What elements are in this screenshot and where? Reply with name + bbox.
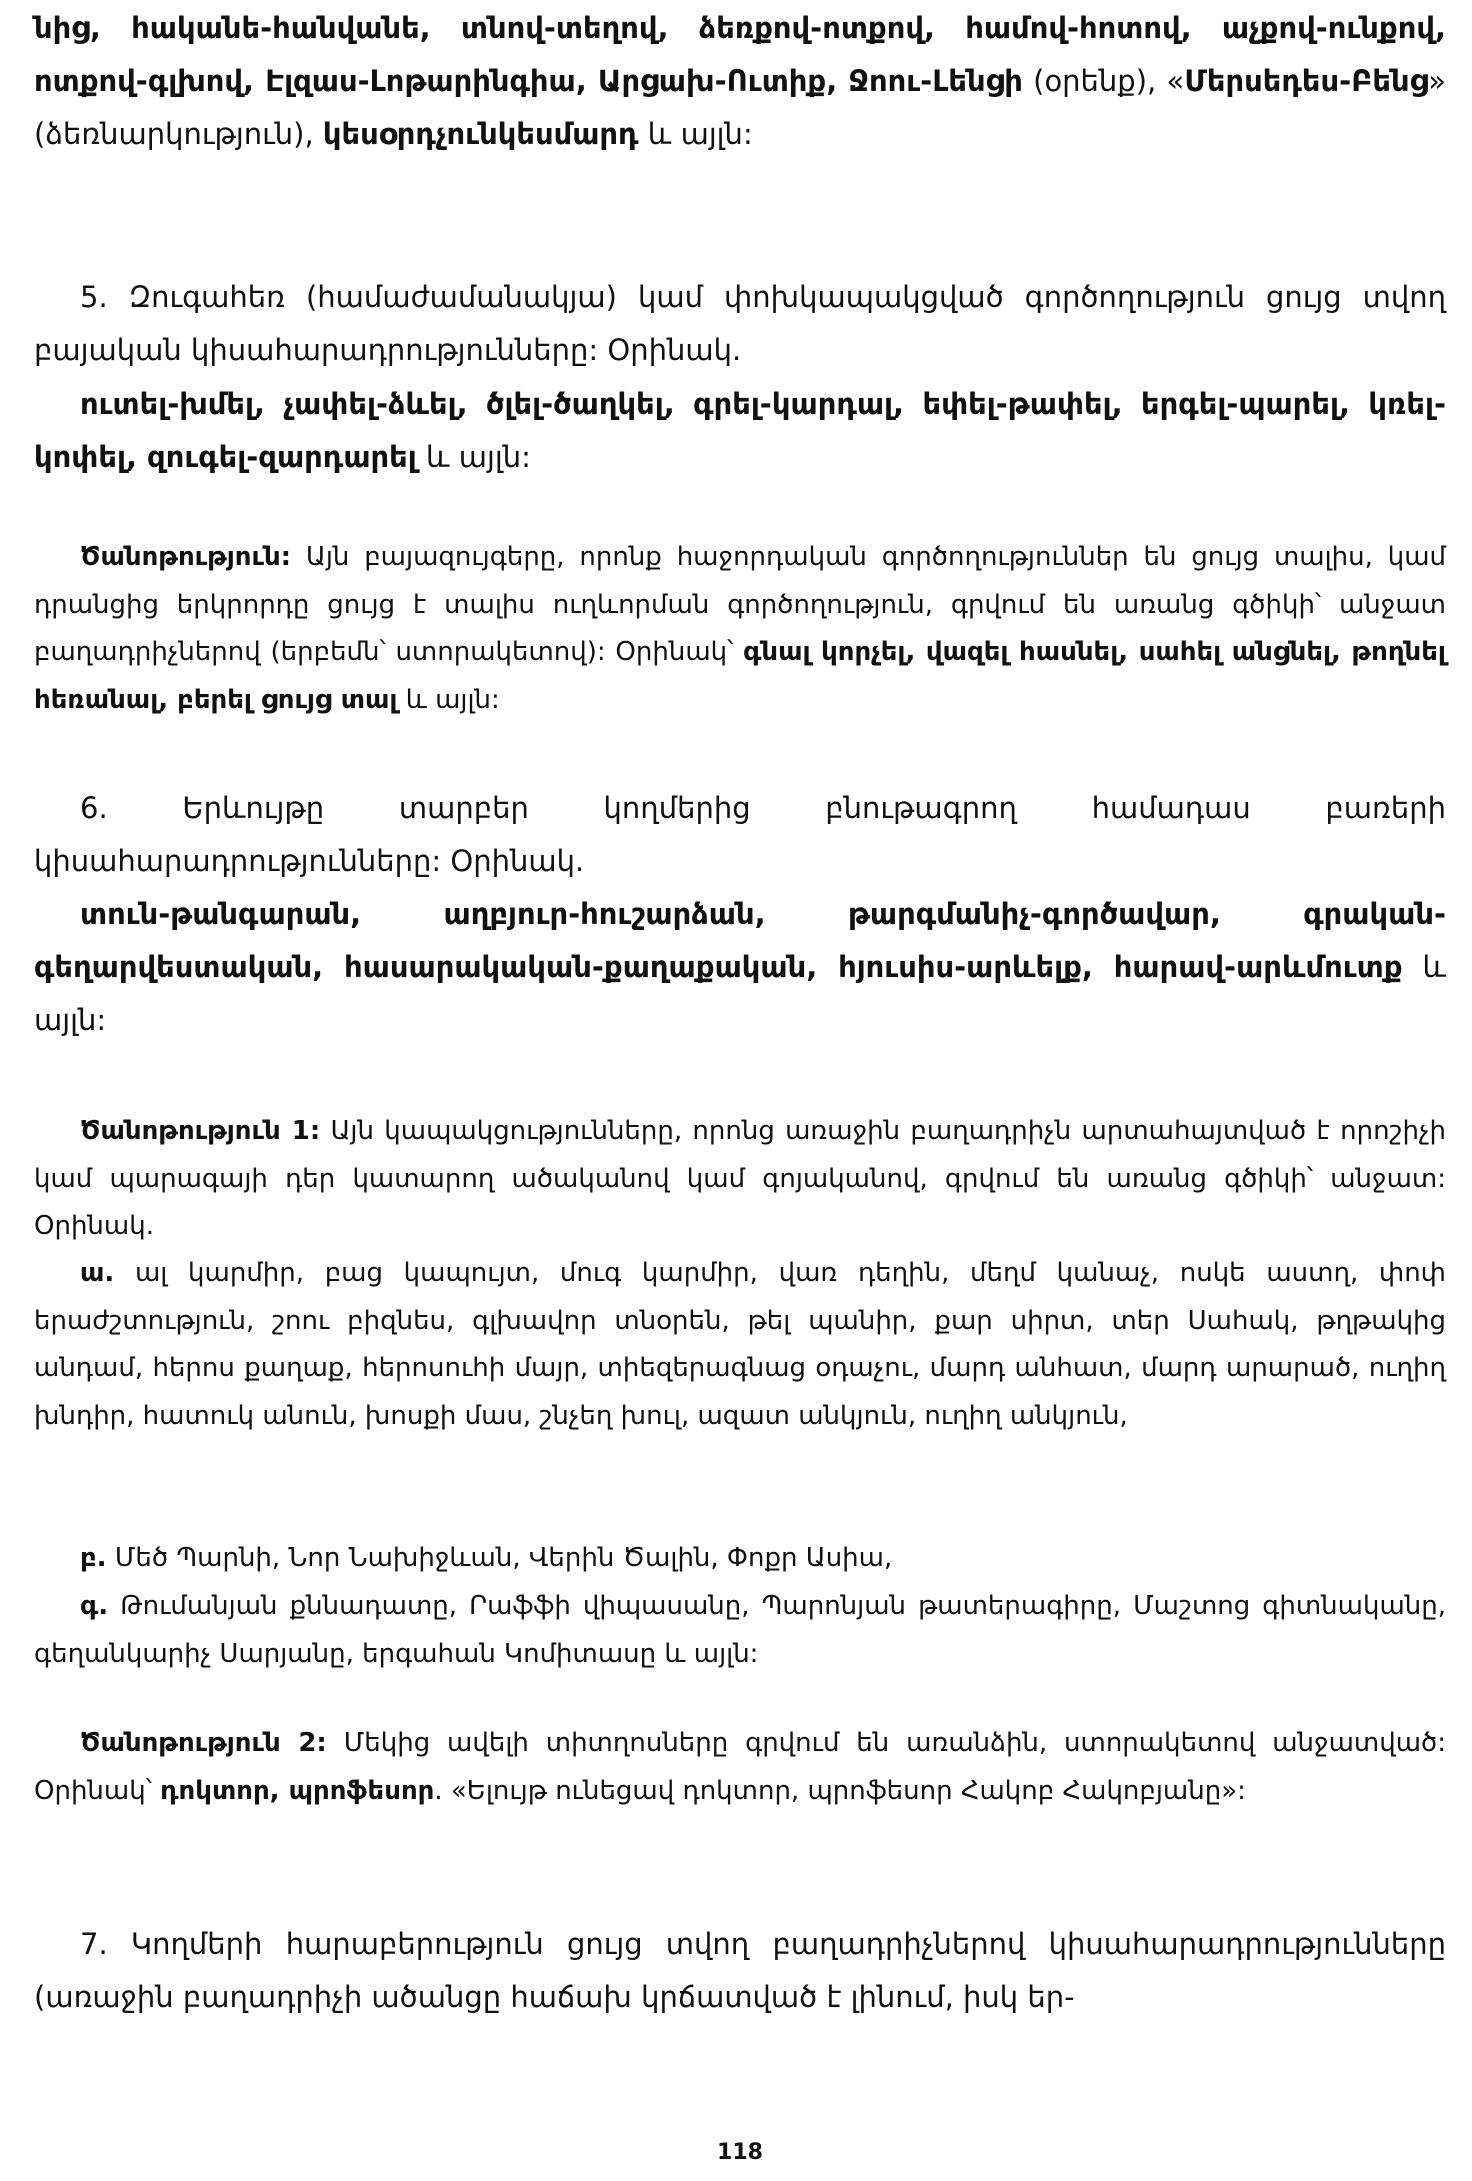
note-6-1-list-c	[34, 1583, 1446, 1678]
text-run: Այն բայազույգերը, որոնք հաջորդական գործողություններ են ցույց տալիս, կամ դրանցից երկրորդը ցույց է տալիս ուղևորման գործողություն, գրվում են առանց գծիկի՝ անջատ բաղադրիչներով (երբեմն՝ ստորակետով): Օրինակ՝	[34, 542, 1446, 667]
paragraph-text	[34, 1250, 1446, 1440]
text-run: (օրենք), «	[1022, 64, 1185, 98]
note-6-1-list-b	[34, 1535, 1446, 1583]
paragraph-text	[34, 1918, 1446, 2024]
text-run: Թումանյան քննադատը, Րաֆֆի վիպասանը, Պարոնյան թատերագիրը, Մաշտոց գիտնականը, գեղանկարիչ Սարյանը, երգահան Կոմիտասը և այլն:	[34, 1591, 1446, 1669]
text-run: 7. Կողմերի հարաբերություն ցույց տվող բաղադրիչներով կիսահարադրությունները (առաջին բաղադրիչի ածանցը հաճախ կրճատված է լինում, իսկ եր-	[34, 1927, 1446, 2014]
bold-term: ա.	[80, 1258, 115, 1288]
paragraph-text	[34, 534, 1446, 724]
paragraph-6-intro	[34, 782, 1446, 888]
document-page	[34, 0, 1446, 2181]
paragraph-5-intro	[34, 271, 1446, 377]
text-run: և այլն:	[397, 684, 500, 715]
text-run: և այլն:	[638, 117, 753, 151]
note-5	[34, 534, 1446, 724]
paragraph-6-examples	[34, 888, 1446, 1047]
note-6-2	[34, 1720, 1446, 1815]
paragraph-7	[34, 1918, 1446, 2024]
paragraph-text	[34, 271, 1446, 377]
text-run: և այլն:	[34, 950, 1446, 1037]
bold-term: Ծանոթություն 1:	[80, 1116, 321, 1146]
text-run: 5. Զուգահեռ (համաժամանակյա) կամ փոխկապակցված գործողություն ցույց տվող բայական կիսահարադրությունները: Օրինակ.	[34, 280, 1446, 367]
text-run: և այլն:	[416, 440, 531, 474]
note-6-1	[34, 1108, 1446, 1251]
paragraph-text	[34, 1108, 1446, 1251]
bold-term: կեսօրդչունկեսմարդ	[322, 117, 639, 151]
bold-term: բ.	[80, 1543, 107, 1573]
text-run: 6. Երևույթը տարբեր կողմերից բնութագրող համադաս բառերի կիսահարադրությունները: Օրինակ.	[34, 791, 1446, 878]
bold-term: գնալ կորչել, վազել հասնել, սահել անցնել, թողնել հեռանալ, բերել ցույց տալ	[34, 637, 1446, 715]
paragraph-text	[34, 378, 1446, 484]
paragraph-text	[34, 1720, 1446, 1815]
text-run: Մեծ Պարնի, Նոր Նախիջևան, Վերին Ծալին, Փոքր Ասիա,	[106, 1543, 893, 1573]
paragraph-top	[34, 2, 1446, 161]
paragraph-text	[34, 1583, 1446, 1678]
bold-term: Մերսեդես-Բենց	[1184, 64, 1429, 98]
bold-term: նից, հականե-հանվանե, տնով-տեղով, ձեռքով-ոտքով, համով-հոտով, աչքով-ունքով, ոտքով-գլխով, Էլզաս-Լոթարինգիա, Արցախ-Ուտիք, Ջոու-Լենցի	[34, 11, 1446, 98]
note-6-1-list-a	[34, 1250, 1446, 1440]
page-number: 118	[717, 2140, 763, 2165]
paragraph-5-examples	[34, 378, 1446, 484]
text-run: . «Ելույթ ունեցավ դոկտոր, պրոֆեսոր Հակոբ Հակոբյանը»:	[434, 1775, 1246, 1806]
paragraph-text	[34, 782, 1446, 888]
bold-term: Ծանոթություն:	[80, 542, 292, 572]
bold-term: տուն-թանգարան, աղբյուր-հուշարձան, թարգմանիչ-գործավար, գրական-գեղարվեստական, հասարակական-քաղաքական, հյուսիս-արևելք, հարավ-արևմուտք	[34, 897, 1446, 984]
text-run: » (ձեռնարկություն),	[34, 64, 1446, 151]
text-run: Այն կապակցությունները, որոնց առաջին բաղադրիչն արտահայտված է որոշիչի կամ պարագայի դեր կատարող ածականով կամ գոյականով, գրվում են առանց գծիկի՝ անջատ: Օրինակ.	[34, 1116, 1446, 1241]
bold-term: ուտել-խմել, չափել-ձևել, ծլել-ծաղկել, գրել-կարդալ, եփել-թափել, երգել-պարել, կռել-կոփել, զուգել-զարդարել	[34, 387, 1446, 474]
text-run: Մեկից ավելի տիտղոսները գրվում են առանձին, ստորակետով անջատված: Օրինակ՝	[34, 1728, 1446, 1806]
paragraph-text	[34, 1535, 1446, 1583]
paragraph-text	[34, 2, 1446, 161]
text-run: ալ կարմիր, բաց կապույտ, մուգ կարմիր, վառ դեղին, մեղմ կանաչ, ոսկե աստղ, փոփ երաժշտություն, շոու բիզնես, գլխավոր տնօրեն, թել պանիր, քար սիրտ, տեր Սահակ, թղթակից անդամ, հերոս քաղաք, հերոսուհի մայր, տիեզերագնաց օդաչու, մարդ անհատ, մարդ արարած, ուղիղ խնդիր, հատուկ անուն, խոսքի մաս, շնչեղ խուլ, ազատ անկյուն, ուղիղ անկյուն,	[34, 1258, 1446, 1431]
bold-term: դոկտոր, պրոֆեսոր	[160, 1775, 435, 1806]
bold-term: Ծանոթություն 2:	[80, 1728, 327, 1758]
paragraph-text	[34, 888, 1446, 1047]
bold-term: գ.	[80, 1591, 109, 1621]
